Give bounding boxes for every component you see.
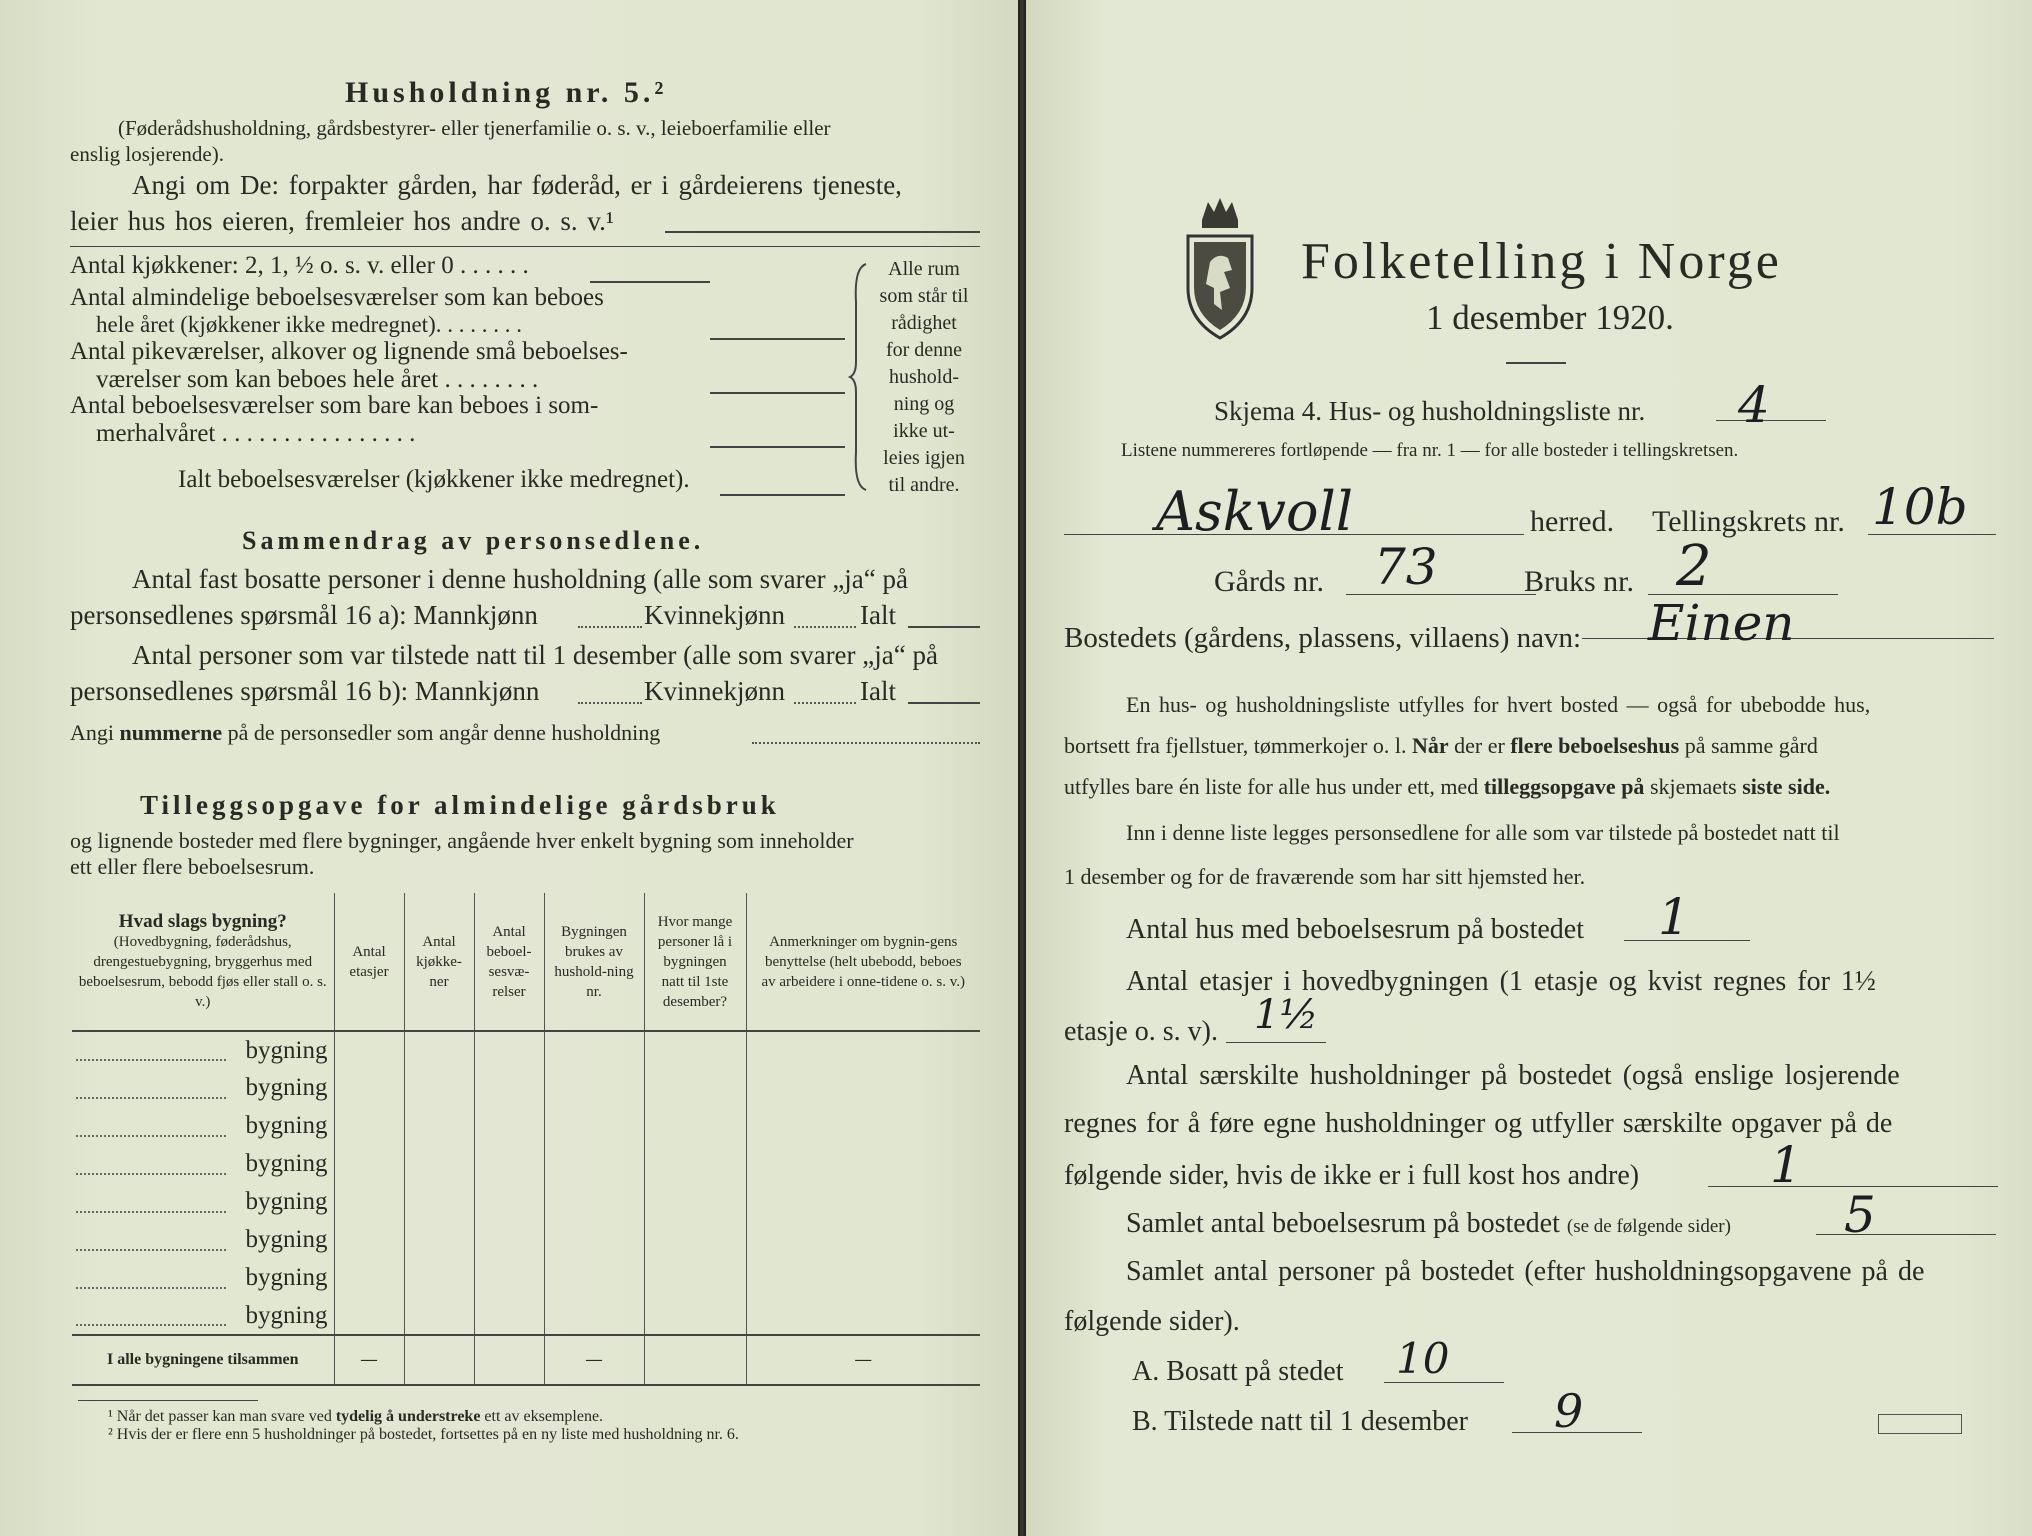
husholdning-subtitle-cont: enslig losjerende). xyxy=(70,142,224,166)
divider xyxy=(70,246,980,247)
samlet-rum-line xyxy=(1816,1234,1996,1235)
ialt-beboelsesvaerelser-label: Ialt beboelsesværelser (kjøkkener ikke medregnet). xyxy=(178,466,690,493)
herred-value[interactable]: Askvoll xyxy=(1156,480,1353,543)
norwegian-coat-of-arms-icon xyxy=(1174,192,1266,342)
sommer-label-cont: merhalvåret . . . . . . . . . . . . . . . . xyxy=(96,420,416,447)
samlet-rum-value[interactable]: 5 xyxy=(1844,1186,1876,1244)
angi-om-de-text: Angi om De: forpakter gården, har føderåd, er i gårdeierens tjeneste, xyxy=(132,170,902,200)
fast-mann-field[interactable] xyxy=(578,626,642,628)
footnote-2: ² Hvis der er flere enn 5 husholdninger på bostedet, fortsettes på en ny liste med husholdning nr. 6. xyxy=(108,1426,739,1443)
ialt-label: Ialt xyxy=(860,600,896,630)
pikevaerelser-label: Antal pikeværelser, alkover og lignende små beboelses- xyxy=(70,338,628,365)
ialt-label-2: Ialt xyxy=(860,676,896,706)
antal-etasjer-label: Antal etasjer i hovedbygningen (1 etasje og kvist regnes for 1½ xyxy=(1126,966,1876,997)
col-hvor-mange: Hvor mange personer lå i bygningen natt til 1ste desember? xyxy=(644,893,746,1031)
tilstede-ialt-field[interactable] xyxy=(908,702,980,704)
tilleggsopgave-text-cont: ett eller flere beboelsesrum. xyxy=(70,854,315,879)
inn-text-2: 1 desember og for de fraværende som har sitt hjemsted her. xyxy=(1064,864,1586,889)
bosatt-value[interactable]: 10 xyxy=(1396,1334,1450,1383)
tilleggsopgave-title: Tilleggsopgave for almindelige gårdsbruk xyxy=(140,790,780,820)
angi-nummerne-label: Angi nummerne på de personsedler som angår denne husholdning xyxy=(70,720,661,745)
gards-label: Gårds nr. xyxy=(1214,565,1324,598)
footnote-1: ¹ Når det passer kan man svare ved tydelig å understreke ett av eksemplene. xyxy=(108,1408,604,1425)
pikevaerelser-label-cont: værelser som kan beboes hele året . . . . . . . . xyxy=(96,366,539,393)
tilleggsopgave-text: og lignende bosteder med flere bygninger, angående hver enkelt bygning som inneholder xyxy=(70,828,854,853)
ialt-answer-line[interactable] xyxy=(720,494,845,496)
table-row: bygning xyxy=(72,1221,980,1259)
antal-hus-value[interactable]: 1 xyxy=(1658,888,1690,946)
table-row: bygning xyxy=(72,1107,980,1145)
tilstede-kvinne-field[interactable] xyxy=(794,702,856,704)
skjema-label: Skjema 4. Hus- og husholdningsliste nr. xyxy=(1214,396,1646,426)
printer-stamp-icon xyxy=(1878,1414,1962,1434)
tilstede-cont: personsedlenes spørsmål 16 b): Mannkjønn xyxy=(70,676,540,706)
spine-divider xyxy=(1018,0,1026,1536)
tellingskrets-label: Tellingskrets nr. xyxy=(1652,505,1845,538)
samlet-personer-cont: følgende sider). xyxy=(1064,1306,1240,1337)
antal-etasjer-line xyxy=(1226,1042,1326,1043)
saerskilte-cont-2: følgende sider, hvis de ikke er i full kost hos andre) xyxy=(1064,1160,1640,1191)
husholdning-title: Husholdning nr. 5.² xyxy=(345,76,668,109)
angi-answer-line[interactable] xyxy=(665,231,980,233)
inn-text-1: Inn i denne liste legges personsedlene for alle som var tilstede på bostedet natt til xyxy=(1126,820,1840,845)
angi-om-de-cont: leier hus hos eieren, fremleier hos andre o. s. v.¹ xyxy=(70,206,614,236)
pikevaerelser-answer-line[interactable] xyxy=(710,392,845,394)
footnote-rule xyxy=(78,1400,258,1401)
liste-nr-line xyxy=(1716,420,1826,421)
nummerne-field[interactable] xyxy=(752,742,980,744)
table-row: bygning xyxy=(72,1297,980,1335)
fast-bosatte-label: Antal fast bosatte personer i denne husholdning (alle som svarer „ja“ på xyxy=(132,564,908,594)
folketelling-date: 1 desember 1920. xyxy=(1426,298,1674,337)
col-brukes-av: Bygningen brukes av hushold-ning nr. xyxy=(544,893,644,1031)
bruks-value[interactable]: 2 xyxy=(1676,534,1712,599)
sommer-answer-line[interactable] xyxy=(710,446,845,448)
gards-value[interactable]: 73 xyxy=(1374,538,1438,596)
almindelige-answer-line[interactable] xyxy=(710,338,845,340)
info-text-3: utfylles bare én liste for alle hus under ett, med tilleggsopgave på skjemaets siste side. xyxy=(1064,774,1831,799)
table-row: bygning xyxy=(72,1183,980,1221)
col-antal-etasjer: Antal etasjer xyxy=(334,893,404,1031)
samlet-rum-label: Samlet antal beboelsesrum på bostedet (se de følgende sider) xyxy=(1126,1208,1731,1239)
bostedets-label: Bostedets (gårdens, plassens, villaens) navn: xyxy=(1064,622,1582,654)
antal-etasjer-cont: etasje o. s. v). xyxy=(1064,1016,1218,1047)
liste-nr-value[interactable]: 4 xyxy=(1738,376,1770,434)
antal-etasjer-value[interactable]: 1½ xyxy=(1254,992,1319,1038)
husholdning-subtitle: (Føderådshusholdning, gårdsbestyrer- eller tjenerfamilie o. s. v., leieboerfamilie eller xyxy=(118,116,831,140)
tilstede-mann-field[interactable] xyxy=(578,702,642,704)
tellingskrets-value[interactable]: 10b xyxy=(1872,478,1968,536)
saerskilte-value[interactable]: 1 xyxy=(1770,1136,1802,1194)
col-anmerkninger: Anmerkninger om bygnin-gens benyttelse (helt ubebodd, beboes av arbeidere i onne-tidene o. s. v.) xyxy=(746,893,980,1031)
alle-rum-note: Alle rum som står til rådighet for denne hushold- ning og ikke ut- leies igjen til andre. xyxy=(879,258,969,496)
info-text-2: bortsett fra fjellstuer, tømmerkojer o. l. Når der er flere beboelseshus på samme gård xyxy=(1064,733,1818,758)
table-row: bygning xyxy=(72,1069,980,1107)
fast-kvinne-field[interactable] xyxy=(794,626,856,628)
tilstede-value[interactable]: 9 xyxy=(1554,1384,1584,1438)
bygning-table xyxy=(72,893,980,1386)
fast-bosatte-cont: personsedlenes spørsmål 16 a): Mannkjønn xyxy=(70,600,538,630)
herred-label: herred. xyxy=(1530,505,1615,538)
title-rule xyxy=(1506,362,1566,364)
table-row: bygning xyxy=(72,1145,980,1183)
folketelling-title: Folketelling i Norge xyxy=(1301,233,1782,290)
tilstede-label: B. Tilstede natt til 1 desember xyxy=(1132,1406,1468,1437)
kvinnekjonn-label: Kvinnekjønn xyxy=(644,600,785,630)
kjokkener-label: Antal kjøkkener: 2, 1, ½ o. s. v. eller 0 . . . . . . xyxy=(70,252,529,279)
bostedets-value[interactable]: Einen xyxy=(1648,594,1795,652)
table-row: bygning xyxy=(72,1259,980,1297)
listene-note: Listene nummereres fortløpende — fra nr. 1 — for alle bosteder i tellingskretsen. xyxy=(1121,440,1739,461)
samlet-personer-label: Samlet antal personer på bostedet (efter husholdningsopgavene på de xyxy=(1126,1256,1925,1287)
almindelige-label-cont: hele året (kjøkkener ikke medregnet). . . . . . . . xyxy=(96,312,522,337)
tilstede-label: Antal personer som var tilstede natt til 1 desember (alle som svarer „ja“ på xyxy=(132,640,938,670)
col-antal-kjokkener: Antal kjøkke-ner xyxy=(404,893,474,1031)
table-total-row: I alle bygningene tilsammen — — — xyxy=(72,1335,980,1385)
table-row: bygning xyxy=(72,1031,980,1069)
almindelige-label: Antal almindelige beboelsesværelser som kan beboes xyxy=(70,284,604,311)
kvinnekjonn-label-2: Kvinnekjønn xyxy=(644,676,785,706)
kjokkener-answer-line[interactable] xyxy=(590,281,710,283)
bruks-label: Bruks nr. xyxy=(1524,565,1635,598)
antal-hus-label: Antal hus med beboelsesrum på bostedet xyxy=(1126,914,1585,945)
info-text-1: En hus- og husholdningsliste utfylles for hvert bosted — også for ubebodde hus, xyxy=(1126,692,1871,717)
saerskilte-cont: regnes for å føre egne husholdninger og utfyller særskilte opgaver på de xyxy=(1064,1108,1893,1139)
col-hvad-slags: Hvad slags bygning? (Hovedbygning, føderådshus, drengestuebygning, bryggerhus med beboelsesrum, bebodd fjøs eller stall o. s. v.) xyxy=(72,893,334,1031)
col-antal-beboelsesvaerelser: Antal beboel-sesvæ-relser xyxy=(474,893,544,1031)
sammendrag-title: Sammendrag av personsedlene. xyxy=(242,526,705,555)
total-label: I alle bygningene tilsammen xyxy=(72,1335,334,1385)
saerskilte-label: Antal særskilte husholdninger på bostedet (også enslige losjerende xyxy=(1126,1060,1900,1091)
fast-ialt-field[interactable] xyxy=(908,626,980,628)
table-header-row xyxy=(72,893,980,1031)
bosatt-label: A. Bosatt på stedet xyxy=(1132,1356,1344,1387)
sommer-label: Antal beboelsesværelser som bare kan beboes i som- xyxy=(70,392,599,419)
right-page xyxy=(1026,0,2032,1536)
